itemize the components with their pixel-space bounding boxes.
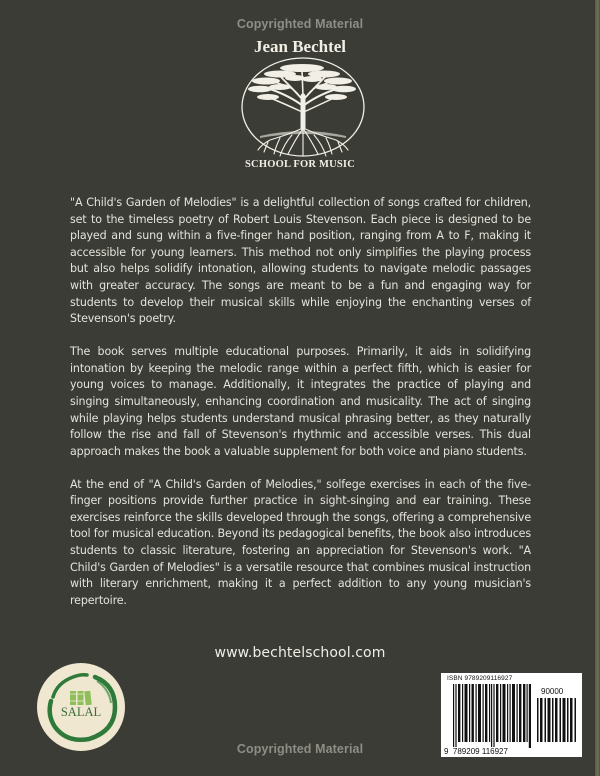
ean-digits-right: 116927 <box>481 747 508 756</box>
price-code: 90000 <box>541 687 564 696</box>
tree-of-life-icon <box>240 56 366 158</box>
ean-digits-left: 789209 <box>452 747 480 756</box>
isbn-label: ISBN 9789209116927 <box>447 675 513 682</box>
copyright-watermark-top: Copyrighted Material <box>236 17 364 31</box>
price-barcode-icon <box>537 698 577 742</box>
description-paragraph: "A Child's Garden of Melodies" is a delightful collection of songs crafted for children, set to the timeless poetry of Robert Louis Stevenson. Each piece is designed to be played and sung within a five-finger hand position, ranging from A to F, making it accessible for young learners. This method not only simplifies the playing process but also helps solidify intonation, allowing students to navigate melodic passages with greater accuracy. The songs are meant to be a fun and engaging way for students to develop their musical skills while enjoying the enchanting verses of Stevenson's poetry. <box>70 196 531 326</box>
description-paragraph: The book serves multiple educational purposes. Primarily, it aids in solidifying intonation by keeping the melodic range within a perfect fifth, which is easier for young voices to manage. Additionally, it integrates the practice of playing and singing simultaneously, enhancing coordination and musicality. The act of singing while playing helps students understand musical phrasing better, as they naturally follow the rise and fall of Stevenson's rhythmic and accessible verses. This dual approach makes the book a valuable supplement for both voice and piano students. <box>70 345 531 458</box>
brand-subtitle: SCHOOL FOR MUSIC <box>245 159 355 170</box>
books-seal-icon <box>37 663 125 751</box>
ean-digit-lead: 9 <box>444 747 449 756</box>
copyright-watermark-bottom: Copyrighted Material <box>236 742 364 756</box>
brand-name: Jean Bechtel <box>253 37 347 56</box>
barcode-icon <box>453 684 531 748</box>
description-paragraph: At the end of "A Child's Garden of Melodies," solfege exercises in each of the five-finger positions provide further practice in sight-singing and ear training. These exercises reinforce the skills developed through the songs, offering a comprehensive tool for musical education. Beyond its pedagogical benefits, the book also introduces students to classic literature, fostering an appreciation for Stevenson's work. "A Child's Garden of Melodies" is a versatile resource that combines musical instruction with literary enrichment, making it a perfect addition to any young musician's repertoire. <box>70 477 531 607</box>
publisher-name: SALAL <box>60 705 102 719</box>
book-description <box>70 195 531 626</box>
website-url: www.bechtelschool.com <box>214 645 386 661</box>
